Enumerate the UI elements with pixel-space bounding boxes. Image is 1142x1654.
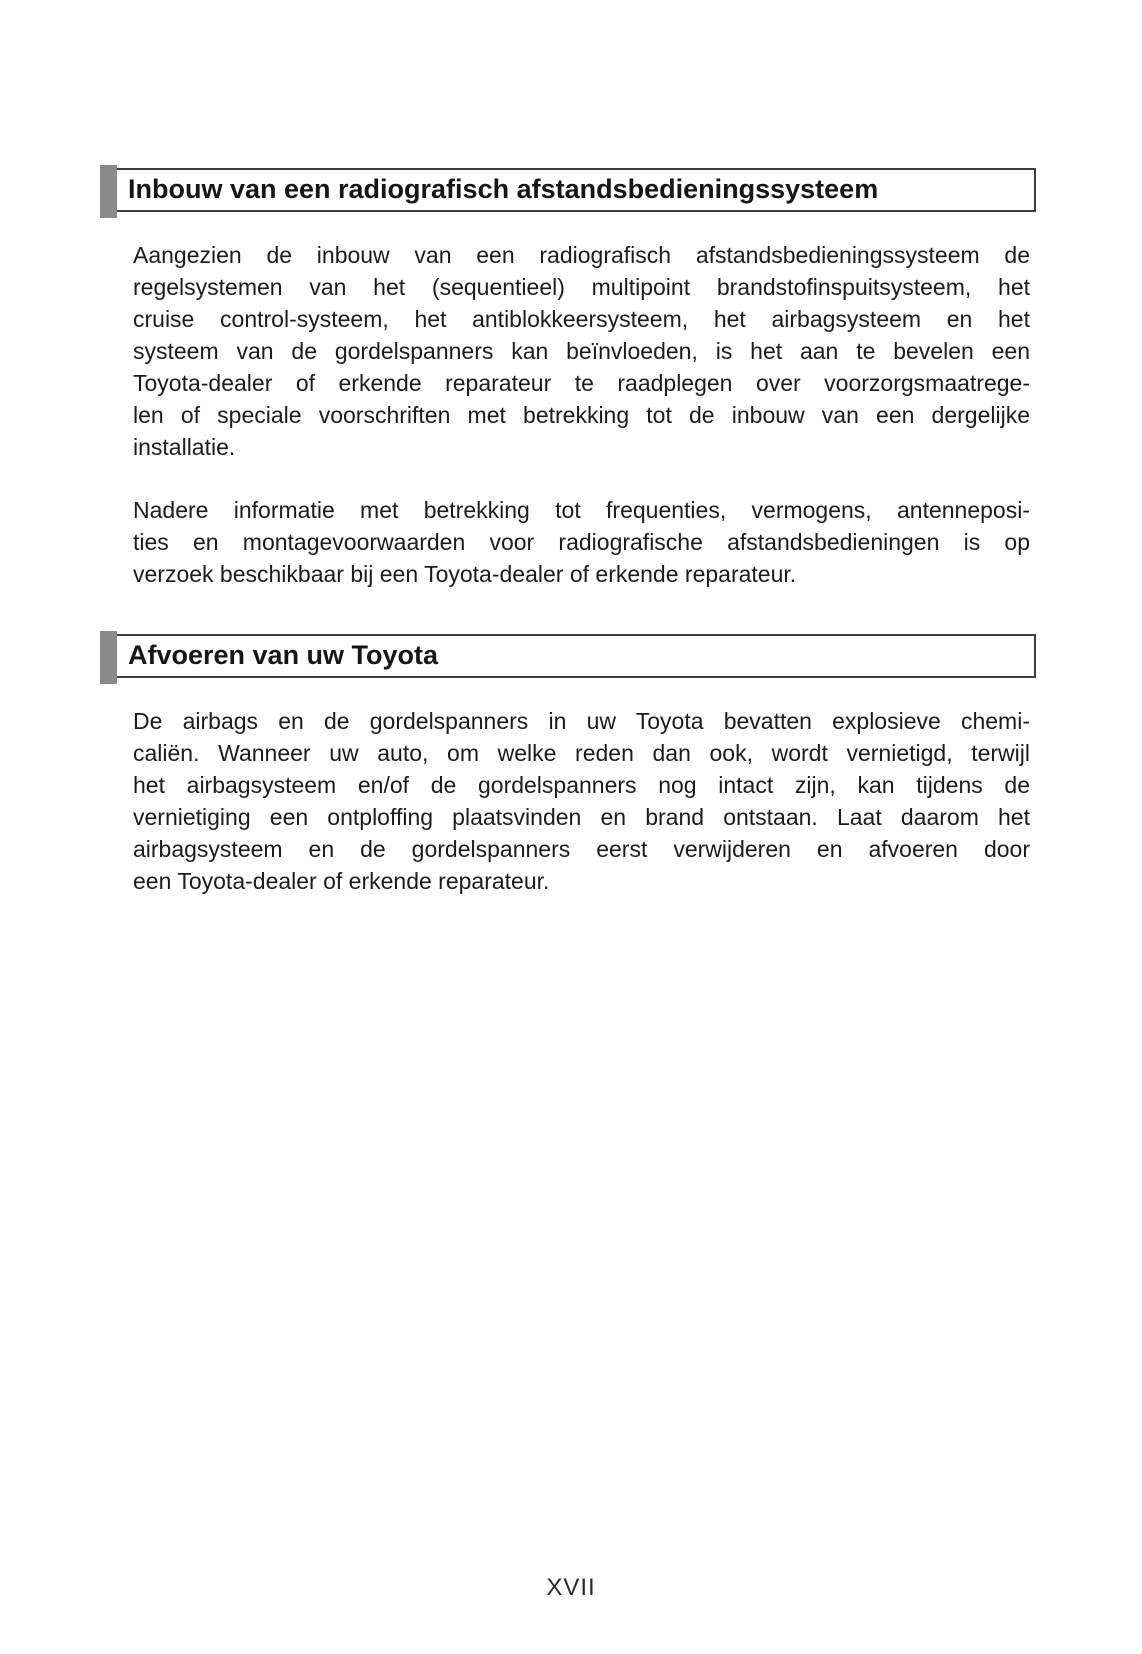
heading-box xyxy=(117,168,1036,212)
section-disposal xyxy=(100,634,1036,897)
section-radio-remote-control xyxy=(100,168,1036,590)
heading-box xyxy=(117,634,1036,678)
section-heading xyxy=(100,634,1036,678)
heading-marker-bar xyxy=(100,165,117,218)
page-number: XVII xyxy=(546,1574,596,1601)
section-heading xyxy=(100,168,1036,212)
heading-marker-bar xyxy=(100,631,117,684)
section-title: Inbouw van een radiografisch afstandsbedieningssysteem xyxy=(128,174,879,204)
paragraph: Nadere informatie met betrekking tot frequenties, vermogens, antenneposi- ties en montagevoorwaarden voor radiografische afstandsbedieningen is op verzoek beschikbaar bij een Toyota-dealer of erkende reparateur. xyxy=(133,497,1030,587)
page-content xyxy=(100,0,1036,897)
section-title: Afvoeren van uw Toyota xyxy=(128,640,439,670)
page-footer xyxy=(0,1574,1142,1602)
paragraph: Aangezien de inbouw van een radiografisch afstandsbedieningssysteem de regelsystemen van het (sequentieel) multipoint brandstofinspuitsysteem, het cruise control-systeem, het antiblokkeersysteem, het airbagsysteem en het systeem van de gordelspanners kan beïnvloeden, is het aan te bevelen een Toyota-dealer of erkende reparateur te raadplegen over voorzorgsmaatrege- len of speciale voorschriften met betrekking tot de inbouw van een dergelijke installatie. xyxy=(133,242,1030,460)
paragraph: De airbags en de gordelspanners in uw Toyota bevatten explosieve chemi- caliën. Wanneer uw auto, om welke reden dan ook, wordt vernietigd, terwijl het airbagsysteem en/of de gordelspanners nog intact zijn, kan tijdens de vernietiging een ontploffing plaatsvinden en brand ontstaan. Laat daarom het airbagsysteem en de gordelspanners eerst verwijderen en afvoeren door een Toyota-dealer of erkende reparateur. xyxy=(133,708,1030,894)
